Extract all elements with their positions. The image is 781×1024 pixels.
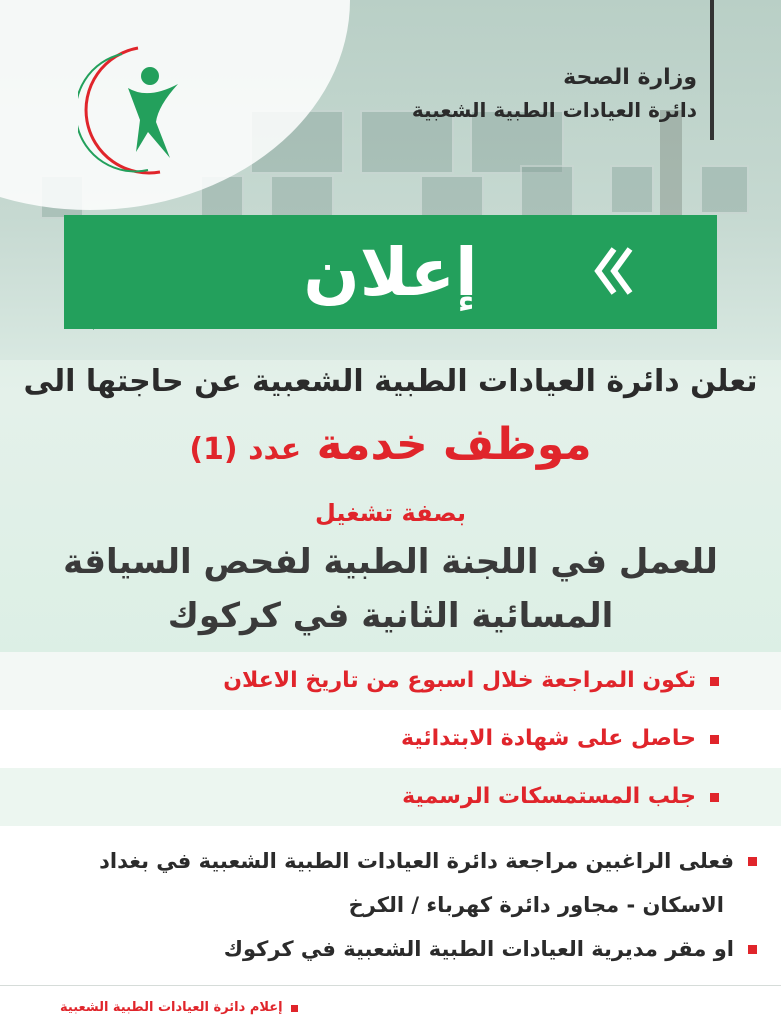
footer-credit <box>60 998 298 1018</box>
bullet-icon <box>710 735 719 744</box>
logo-emblem-icon <box>78 40 198 180</box>
work-description-line2: المسائية الثانية في كركوك <box>167 596 614 636</box>
requirement-text: تكون المراجعة خلال اسبوع من تاريخ الاعلان <box>223 668 696 693</box>
logo <box>78 40 198 180</box>
position-line <box>0 418 781 477</box>
ministry-header <box>412 62 697 126</box>
window-decoration <box>420 175 484 219</box>
window-decoration <box>270 175 334 219</box>
double-chevron-icon <box>592 245 634 297</box>
bullet-icon <box>748 857 757 866</box>
contact-item <box>224 932 757 966</box>
footer-divider <box>0 985 781 986</box>
position-title: موظف خدمة <box>316 419 592 470</box>
bullet-icon <box>710 677 719 686</box>
window-decoration <box>610 165 654 214</box>
footer-credit-text: إعلام دائرة العيادات الطبية الشعبية <box>60 1000 283 1015</box>
bullet-icon <box>291 1005 298 1012</box>
bullet-icon <box>748 945 757 954</box>
position-count: عدد (1) <box>189 432 302 467</box>
requirement-text: حاصل على شهادة الابتدائية <box>401 726 696 751</box>
employment-type: بصفة تشغيل <box>314 499 467 527</box>
requirement-item <box>223 663 719 699</box>
banner-title: إعلان <box>303 233 478 311</box>
window-decoration <box>520 165 574 219</box>
requirement-item <box>402 779 719 815</box>
contact-text: الاسكان - مجاور دائرة كهرباء / الكرخ <box>348 893 724 917</box>
contact-item <box>349 888 724 922</box>
palm-trunk <box>660 110 682 220</box>
department-name: دائرة العيادات الطبية الشعبية <box>411 98 697 122</box>
intro-text: تعلن دائرة العيادات الطبية الشعبية عن حاجتها الى <box>23 364 758 399</box>
bullet-icon <box>710 793 719 802</box>
contact-text: فعلى الراغبين مراجعة دائرة العيادات الطبية الشعبية في بغداد <box>99 849 734 873</box>
ministry-name: وزارة الصحة <box>563 65 697 90</box>
contact-text: او مقر مديرية العيادات الطبية الشعبية في كركوك <box>223 937 734 961</box>
requirement-item <box>401 721 719 757</box>
requirement-text: جلب المستمسكات الرسمية <box>402 784 696 809</box>
header-divider <box>710 0 714 140</box>
contact-item <box>99 844 757 878</box>
window-decoration <box>700 165 749 214</box>
work-description-line1: للعمل في اللجنة الطبية لفحص السياقة <box>63 542 718 582</box>
